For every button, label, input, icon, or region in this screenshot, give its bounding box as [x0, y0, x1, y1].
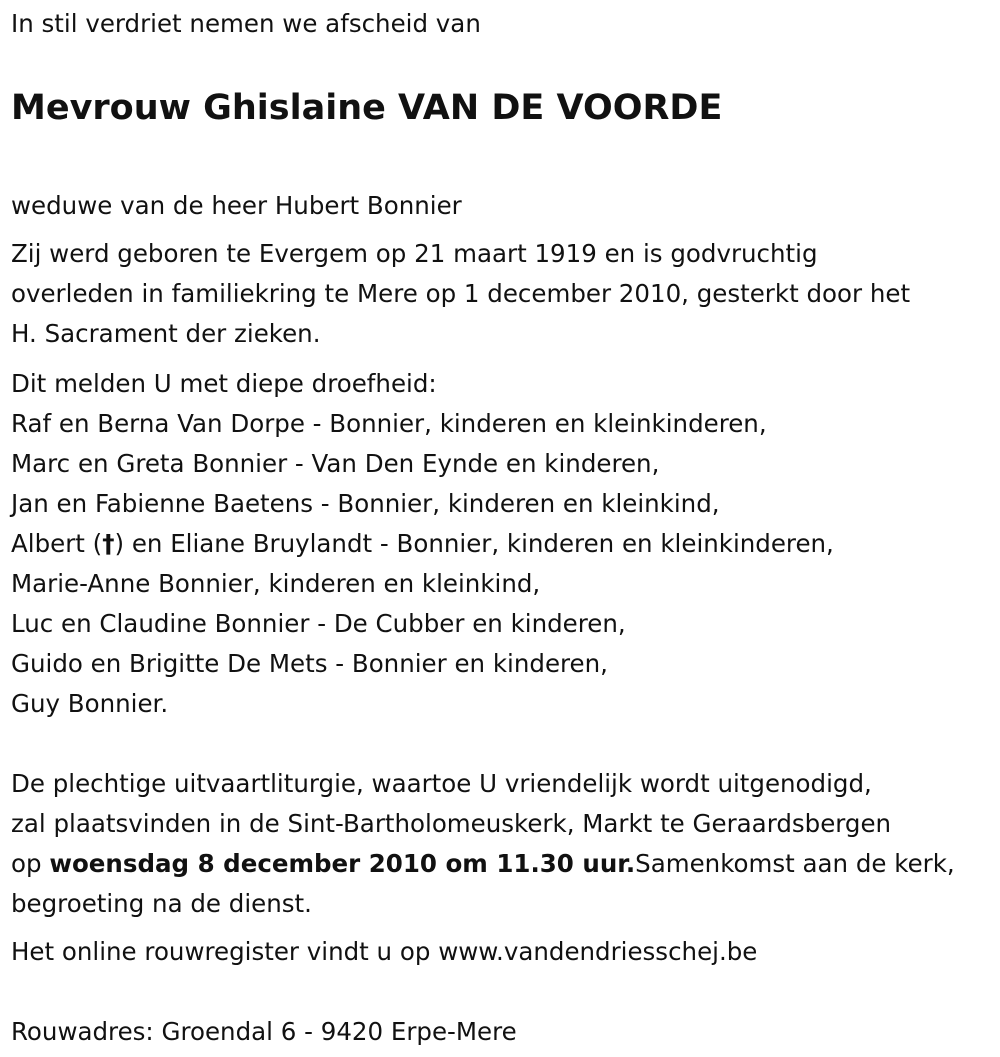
birth-death-line: overleden in familiekring te Mere op 1 december 2010, gesterkt door het	[11, 279, 911, 308]
family-heading: Dit melden U met diepe droefheid:	[11, 369, 437, 398]
ceremony-line: zal plaatsvinden in de Sint-Bartholomeuskerk, Markt te Geraardsbergen	[11, 809, 892, 838]
ceremony-suffix: Samenkomst aan de kerk,	[635, 849, 955, 878]
widow-of-text: weduwe van de heer Hubert Bonnier	[11, 191, 462, 220]
intro-text: In stil verdriet nemen we afscheid van	[11, 9, 481, 38]
family-member: Raf en Berna Van Dorpe - Bonnier, kinderen en kleinkinderen,	[11, 409, 767, 438]
ceremony-line	[11, 844, 986, 884]
albert-before: Albert (	[11, 529, 103, 558]
ceremony-prefix: op	[11, 849, 50, 878]
birth-death-paragraph	[11, 234, 986, 354]
deceased-name: Mevrouw Ghislaine VAN DE VOORDE	[11, 88, 723, 128]
birth-death-line: Zij werd geboren te Evergem op 21 maart 1919 en is godvruchtig	[11, 239, 818, 268]
cross-icon: †	[102, 529, 115, 558]
mourning-address: Rouwadres: Groendal 6 - 9420 Erpe-Mere	[11, 1017, 517, 1046]
ceremony-date-time: woensdag 8 december 2010 om 11.30 uur.	[49, 849, 636, 878]
ceremony-line: begroeting na de dienst.	[11, 889, 312, 918]
online-register-text: Het online rouwregister vindt u op www.vandendriesschej.be	[11, 937, 758, 966]
ceremony-line: De plechtige uitvaartliturgie, waartoe U vriendelijk wordt uitgenodigd,	[11, 769, 872, 798]
family-member: Guido en Brigitte De Mets - Bonnier en kinderen,	[11, 649, 608, 678]
family-list	[11, 364, 986, 724]
albert-after: ) en Eliane Bruylandt - Bonnier, kinderen en kleinkinderen,	[114, 529, 834, 558]
family-member: Guy Bonnier.	[11, 689, 169, 718]
ceremony-paragraph	[11, 764, 986, 924]
family-member: Marc en Greta Bonnier - Van Den Eynde en kinderen,	[11, 449, 660, 478]
family-member: Luc en Claudine Bonnier - De Cubber en kinderen,	[11, 609, 626, 638]
family-member: Marie-Anne Bonnier, kinderen en kleinkind,	[11, 569, 541, 598]
birth-death-line: H. Sacrament der zieken.	[11, 319, 321, 348]
family-member-albert	[11, 524, 986, 564]
family-member: Jan en Fabienne Baetens - Bonnier, kinderen en kleinkind,	[11, 489, 720, 518]
